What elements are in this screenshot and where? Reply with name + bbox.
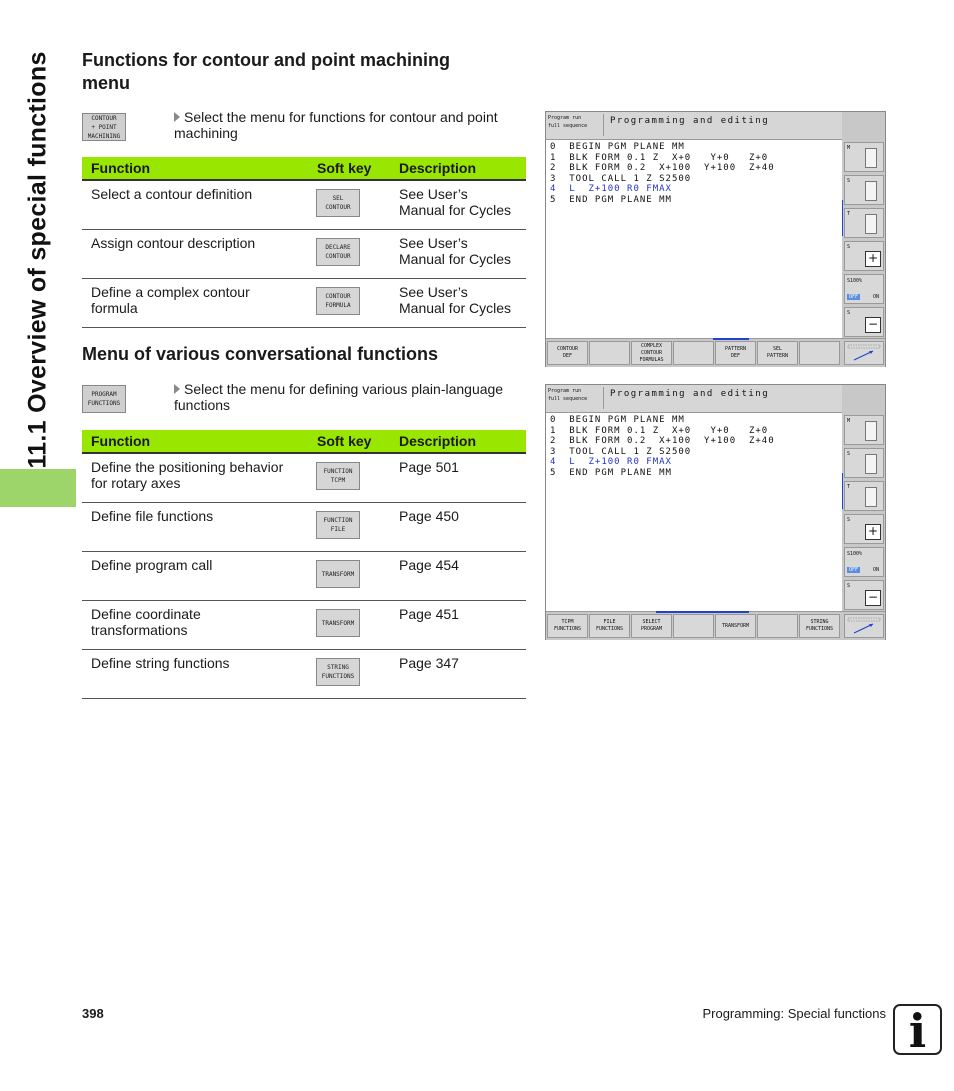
complex-contour-formulas-softkey[interactable]: COMPLEX CONTOUR FORMULAS	[631, 341, 672, 365]
table-row	[82, 453, 526, 503]
tcpm-functions-softkey[interactable]: TCPM FUNCTIONS	[547, 614, 588, 638]
program-line: 1 BLK FORM 0.1 Z X+0 Y+0 Z+0	[550, 152, 769, 163]
plus-key[interactable]: S +	[844, 514, 884, 544]
description-cell: Page 451	[390, 601, 526, 650]
section1-intro-text: Select the menu for functions for contour and point machining	[174, 109, 498, 141]
diagonal-arrow-icon	[845, 342, 883, 364]
chapter-footer: Programming: Special functions	[702, 1006, 886, 1021]
function-file-softkey[interactable]: FUNCTION FILE	[316, 511, 360, 539]
plus-key[interactable]: S +	[844, 241, 884, 271]
t-key[interactable]: T	[844, 208, 884, 238]
contour-point-machining-key[interactable]: CONTOUR + POINT MACHINING	[82, 113, 126, 141]
declare-contour-softkey[interactable]: DECLARE CONTOUR	[316, 238, 360, 266]
sel-pattern-softkey[interactable]: SEL PATTERN	[757, 341, 798, 365]
table-row	[82, 230, 526, 279]
minus-key[interactable]: S −	[844, 307, 884, 337]
section2-table	[82, 430, 526, 699]
feed-arrow-icon[interactable]	[844, 614, 884, 638]
empty-softkey[interactable]	[673, 614, 714, 638]
diagonal-arrow-icon	[845, 615, 883, 637]
s-key[interactable]: S	[844, 448, 884, 478]
function-tcpm-softkey[interactable]: FUNCTION TCPM	[316, 462, 360, 490]
table-row	[82, 279, 526, 328]
spindle-icon	[865, 181, 877, 201]
empty-softkey[interactable]	[673, 341, 714, 365]
col-function: Function	[82, 157, 308, 180]
function-cell: Define string functions	[82, 650, 308, 699]
program-line: 0 BEGIN PGM PLANE MM	[550, 415, 685, 425]
section1-table	[82, 157, 526, 328]
empty-softkey[interactable]	[757, 614, 798, 638]
tool-icon	[865, 214, 877, 234]
override-key[interactable]: S100% OFF ON	[844, 274, 884, 304]
select-program-softkey[interactable]: SELECT PROGRAM	[631, 614, 672, 638]
program-line: 5 END PGM PLANE MM	[550, 467, 672, 478]
table-row	[82, 180, 526, 230]
contour-def-softkey[interactable]: CONTOUR DEF	[547, 341, 588, 365]
section2-heading: Menu of various conversational functions	[82, 344, 439, 364]
program-line-active: 4 L Z+100 R0 FMAX	[550, 184, 672, 194]
screen-header	[546, 385, 842, 413]
softkey-page-indicator	[656, 611, 749, 613]
screen-mode: Program run full sequence	[548, 387, 604, 409]
function-cell: Select a contour definition	[82, 180, 308, 230]
transform-softkey[interactable]: TRANSFORM	[316, 609, 360, 637]
chapter-tab-marker	[0, 469, 76, 507]
string-functions-softkey[interactable]: STRING FUNCTIONS	[316, 658, 360, 686]
softkey-row	[546, 338, 885, 367]
transform-softkey[interactable]: TRANSFORM	[715, 614, 756, 638]
function-cell: Define a complex contour formula	[82, 279, 308, 328]
info-icon-glyph: i	[908, 1004, 927, 1058]
string-functions-softkey[interactable]: STRING FUNCTIONS	[799, 614, 840, 638]
col-softkey: Soft key	[308, 157, 390, 180]
program-line: 3 TOOL CALL 1 Z S2500	[550, 173, 692, 184]
program-line: 3 TOOL CALL 1 Z S2500	[550, 446, 692, 457]
contour-formula-softkey[interactable]: CONTOUR FORMULA	[316, 287, 360, 315]
spindle-icon	[865, 454, 877, 474]
function-cell: Define program call	[82, 552, 308, 601]
program-line: 1 BLK FORM 0.1 Z X+0 Y+0 Z+0	[550, 425, 769, 436]
arrow-icon	[174, 112, 180, 122]
screen-title: Programming and editing	[610, 389, 770, 399]
info-icon	[893, 1004, 942, 1058]
control-screen-contour	[545, 111, 886, 367]
sel-contour-softkey[interactable]: SEL CONTOUR	[316, 189, 360, 217]
section2-intro-text: Select the menu for defining various plain-language functions	[174, 381, 504, 413]
section1-heading: Functions for contour and point machining menu	[82, 50, 450, 93]
empty-softkey[interactable]	[589, 341, 630, 365]
description-cell: See User’s Manual for Cycles	[390, 279, 526, 328]
table-row	[82, 503, 526, 552]
minus-key[interactable]: S −	[844, 580, 884, 610]
minus-icon: −	[865, 590, 881, 606]
screen-header	[546, 112, 842, 140]
program-listing	[546, 140, 842, 338]
function-cell: Assign contour description	[82, 230, 308, 279]
pattern-def-softkey[interactable]: PATTERN DEF	[715, 341, 756, 365]
table-row	[82, 650, 526, 699]
m-key[interactable]: M	[844, 142, 884, 172]
table-row	[82, 601, 526, 650]
vertical-softkeys	[843, 140, 885, 338]
control-screen-program-functions	[545, 384, 886, 640]
function-cell: Define coordinate transformations	[82, 601, 308, 650]
program-line-active: 4 L Z+100 R0 FMAX	[550, 457, 672, 467]
vertical-softkeys	[843, 413, 885, 611]
t-key[interactable]: T	[844, 481, 884, 511]
m-key[interactable]: M	[844, 415, 884, 445]
program-line: 0 BEGIN PGM PLANE MM	[550, 142, 685, 152]
file-functions-softkey[interactable]: FILE FUNCTIONS	[589, 614, 630, 638]
program-listing	[546, 413, 842, 611]
description-cell: See User’s Manual for Cycles	[390, 230, 526, 279]
description-cell: See User’s Manual for Cycles	[390, 180, 526, 230]
plus-icon: +	[865, 251, 881, 267]
softkey-row	[546, 611, 885, 640]
arrow-icon	[174, 384, 180, 394]
machine-icon	[865, 148, 877, 168]
minus-icon: −	[865, 317, 881, 333]
feed-arrow-icon[interactable]	[844, 341, 884, 365]
section1-intro	[174, 109, 519, 141]
col-description: Description	[390, 157, 526, 180]
function-cell: Define the positioning behavior for rotary axes	[82, 453, 308, 503]
chapter-side-title-text: 11.1 Overview of special functions	[23, 51, 52, 469]
page-number: 398	[82, 1006, 104, 1021]
program-line: 5 END PGM PLANE MM	[550, 194, 672, 205]
softkey-page-indicator	[713, 338, 749, 340]
program-functions-key[interactable]: PROGRAM FUNCTIONS	[82, 385, 126, 413]
col-softkey: Soft key	[308, 430, 390, 453]
screen-mode: Program run full sequence	[548, 114, 604, 136]
function-cell: Define file functions	[82, 503, 308, 552]
program-line: 2 BLK FORM 0.2 X+100 Y+100 Z+40	[550, 436, 775, 446]
program-line: 2 BLK FORM 0.2 X+100 Y+100 Z+40	[550, 163, 775, 173]
chapter-side-title	[8, 40, 68, 480]
description-cell: Page 501	[390, 453, 526, 503]
plus-icon: +	[865, 524, 881, 540]
col-function: Function	[82, 430, 308, 453]
description-cell: Page 450	[390, 503, 526, 552]
screen-title: Programming and editing	[610, 116, 770, 126]
override-key[interactable]: S100% OFF ON	[844, 547, 884, 577]
table-row	[82, 552, 526, 601]
tool-icon	[865, 487, 877, 507]
empty-softkey[interactable]	[799, 341, 840, 365]
s-key[interactable]: S	[844, 175, 884, 205]
col-description: Description	[390, 430, 526, 453]
description-cell: Page 347	[390, 650, 526, 699]
description-cell: Page 454	[390, 552, 526, 601]
transform-softkey[interactable]: TRANSFORM	[316, 560, 360, 588]
machine-icon	[865, 421, 877, 441]
section2-intro	[174, 381, 519, 413]
